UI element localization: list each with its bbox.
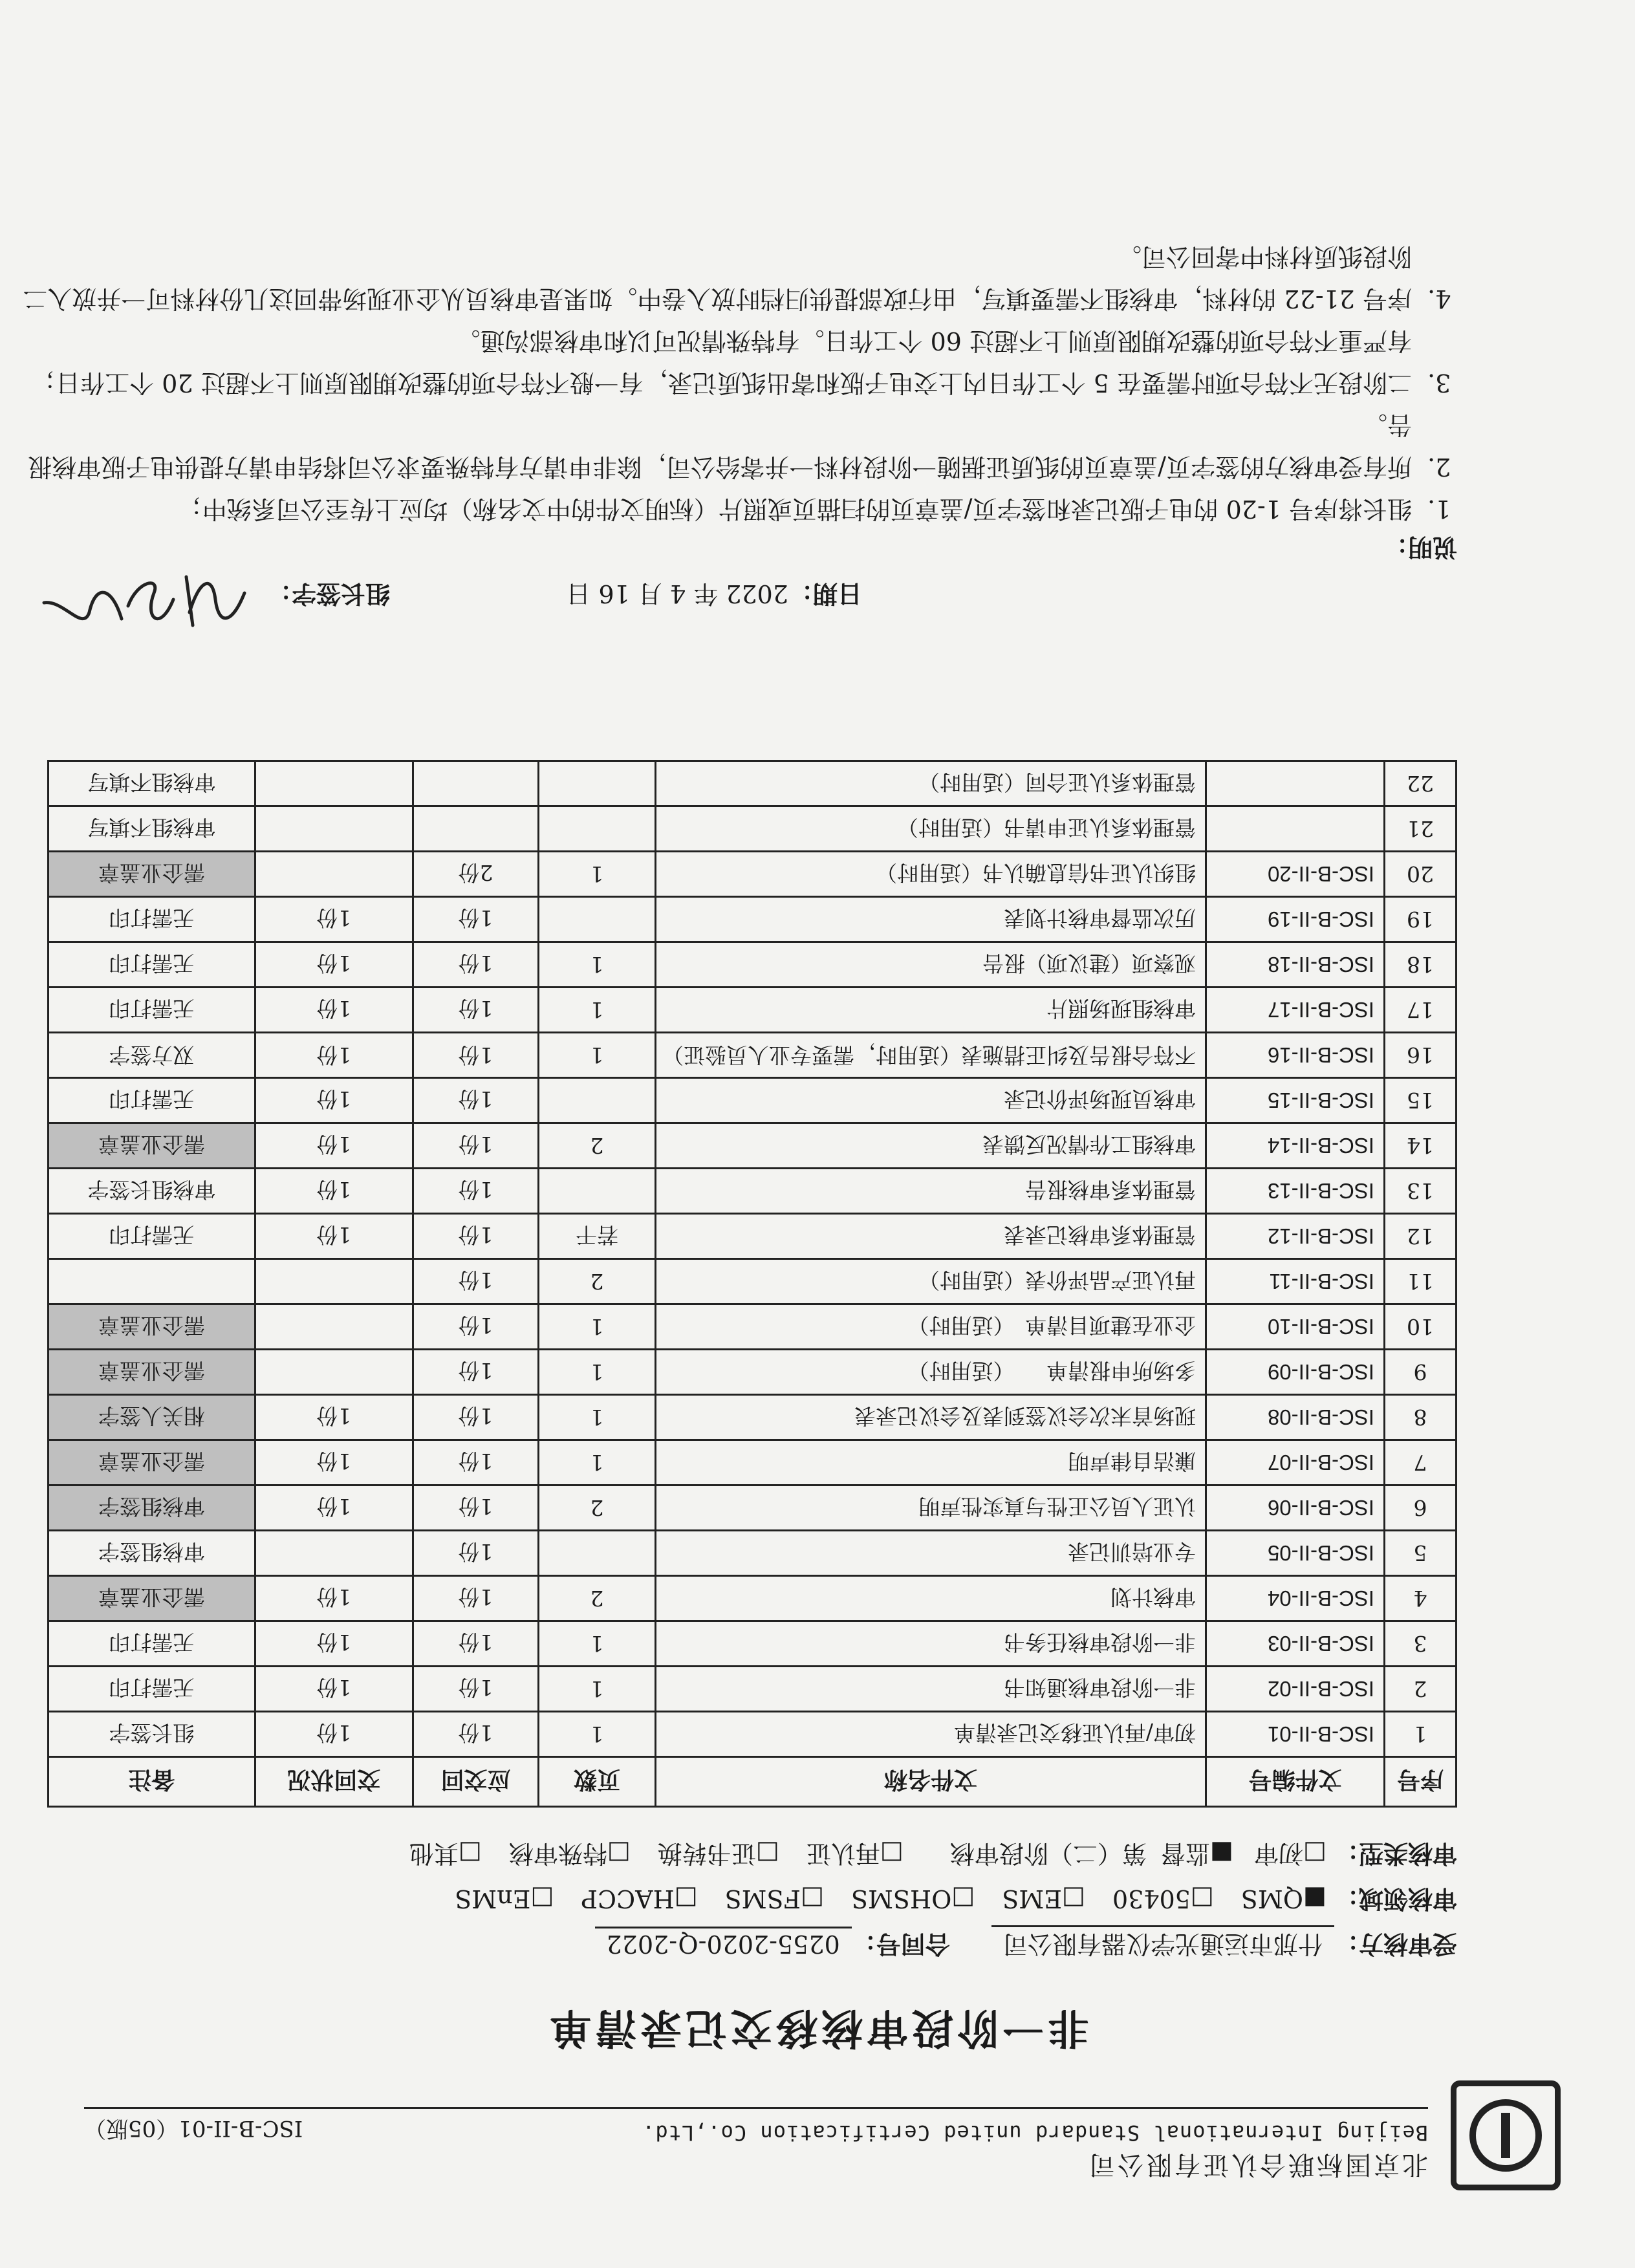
row-pages bbox=[539, 761, 656, 806]
row-status: 1份 bbox=[255, 1485, 413, 1531]
row-remark: 无需打印 bbox=[49, 1667, 255, 1712]
row-status: 1份 bbox=[255, 942, 413, 988]
row-name: 专业培训记录 bbox=[656, 1531, 1206, 1576]
row-pages: 1 bbox=[539, 988, 656, 1033]
row-remark bbox=[49, 1259, 255, 1304]
row-due: 1份 bbox=[413, 1576, 538, 1621]
row-name: 管理体系审核报告 bbox=[656, 1169, 1206, 1214]
row-remark: 无需打印 bbox=[49, 1621, 255, 1667]
row-pages: 1 bbox=[539, 1712, 656, 1757]
col-code: 文件编号 bbox=[1206, 1757, 1385, 1807]
note-item: 3. 二阶段无不符合项时需要在 5 个工作日内上交电子版和寄出纸质记录，有一般不符合项的整改期限原则上不超过 20 个工作日；有严重不符合项的整改期限原则上不超过 60 个工作日。有特殊情况可以和审核部沟通。 bbox=[10, 319, 1420, 404]
row-pages: 若干 bbox=[539, 1214, 656, 1259]
row-pages bbox=[539, 897, 656, 942]
row-seq: 17 bbox=[1385, 988, 1456, 1033]
row-pages: 1 bbox=[539, 942, 656, 988]
type-option-surveillance[interactable]: ■监督 bbox=[1160, 1839, 1233, 1868]
row-code: ISC-B-II-02 bbox=[1206, 1667, 1385, 1712]
row-due: 1份 bbox=[413, 1440, 538, 1485]
row-status bbox=[255, 852, 413, 897]
row-status: 1份 bbox=[255, 1712, 413, 1757]
table-row bbox=[49, 761, 1456, 806]
row-code: ISC-B-II-08 bbox=[1206, 1395, 1385, 1440]
type-option-stage-text: 第（二）阶段审核 bbox=[949, 1839, 1147, 1868]
row-remark: 审核组长签字 bbox=[49, 1169, 255, 1214]
col-due: 应交回 bbox=[413, 1757, 538, 1807]
row-seq: 18 bbox=[1385, 942, 1456, 988]
row-status: 1份 bbox=[255, 1667, 413, 1712]
row-remark: 无需打印 bbox=[49, 942, 255, 988]
row-status: 1份 bbox=[255, 1033, 413, 1078]
row-due: 1份 bbox=[413, 1078, 538, 1123]
row-status: 1份 bbox=[255, 1214, 413, 1259]
table-row bbox=[49, 1169, 1456, 1214]
row-pages: 1 bbox=[539, 1033, 656, 1078]
row-due bbox=[413, 761, 538, 806]
date-value: 2022 年 4 月 16 日 bbox=[566, 579, 788, 608]
row-pages bbox=[539, 1531, 656, 1576]
row-name: 审核组工作情况反馈表 bbox=[656, 1123, 1206, 1169]
row-remark: 无需打印 bbox=[49, 1078, 255, 1123]
row-code bbox=[1206, 806, 1385, 852]
row-remark: 需企业盖章 bbox=[49, 1123, 255, 1169]
field-option-50430[interactable]: □50430 bbox=[1112, 1885, 1214, 1913]
row-status bbox=[255, 761, 413, 806]
row-remark: 无需打印 bbox=[49, 1214, 255, 1259]
row-seq: 10 bbox=[1385, 1304, 1456, 1350]
row-due: 1份 bbox=[413, 1531, 538, 1576]
row-due: 1份 bbox=[413, 1033, 538, 1078]
row-pages: 1 bbox=[539, 1667, 656, 1712]
table-row bbox=[49, 1304, 1456, 1350]
row-name: 现场首末次会议签到表及会议记录表 bbox=[656, 1395, 1206, 1440]
row-status bbox=[255, 1350, 413, 1395]
handover-table bbox=[47, 760, 1457, 1808]
table-row bbox=[49, 1440, 1456, 1485]
row-pages: 2 bbox=[539, 1485, 656, 1531]
table-row bbox=[49, 1485, 1456, 1531]
table-row bbox=[49, 1576, 1456, 1621]
leader-signature-icon bbox=[38, 567, 251, 638]
row-code: ISC-B-II-06 bbox=[1206, 1485, 1385, 1531]
row-status: 1份 bbox=[255, 1078, 413, 1123]
row-remark: 审核组不填写 bbox=[49, 761, 255, 806]
row-code: ISC-B-II-10 bbox=[1206, 1304, 1385, 1350]
row-code: ISC-B-II-18 bbox=[1206, 942, 1385, 988]
row-pages: 2 bbox=[539, 1123, 656, 1169]
row-due bbox=[413, 806, 538, 852]
row-name: 管理体系认证申请书（适用时） bbox=[656, 806, 1206, 852]
type-option-recertification[interactable]: □再认证 bbox=[806, 1839, 904, 1868]
row-status: 1份 bbox=[255, 1576, 413, 1621]
field-option-ohsms[interactable]: □OHSMS bbox=[851, 1885, 975, 1913]
row-code: ISC-B-II-20 bbox=[1206, 852, 1385, 897]
row-seq: 3 bbox=[1385, 1621, 1456, 1667]
row-status bbox=[255, 806, 413, 852]
row-due: 1份 bbox=[413, 988, 538, 1033]
row-seq: 7 bbox=[1385, 1440, 1456, 1485]
row-seq: 19 bbox=[1385, 897, 1456, 942]
row-seq: 21 bbox=[1385, 806, 1456, 852]
company-name-en: Beijing International Standard united Certification Co.,Ltd. bbox=[642, 2121, 1428, 2145]
row-pages: 2 bbox=[539, 1259, 656, 1304]
row-seq: 11 bbox=[1385, 1259, 1456, 1304]
date-line bbox=[566, 578, 862, 614]
table-row bbox=[49, 1033, 1456, 1078]
notes-title: 说明： bbox=[1383, 533, 1457, 562]
note-item: 2. 所有受审核方的签字页/盖章页的纸质证据随一阶段材料一并寄给公司，除非申请方有特殊要求公司将结申请方提供电子版审核报告。 bbox=[10, 404, 1420, 488]
row-name: 审核计划 bbox=[656, 1576, 1206, 1621]
type-option-special[interactable]: □特殊审核 bbox=[508, 1839, 631, 1868]
row-name: 不符合报告及纠正措施表（适用时，需要专业人员验证） bbox=[656, 1033, 1206, 1078]
date-label: 日期： bbox=[788, 579, 862, 609]
row-pages: 2 bbox=[539, 1576, 656, 1621]
row-status: 1份 bbox=[255, 1440, 413, 1485]
row-pages: 1 bbox=[539, 1350, 656, 1395]
row-seq: 20 bbox=[1385, 852, 1456, 897]
row-pages: 1 bbox=[539, 1621, 656, 1667]
row-code: ISC-B-II-04 bbox=[1206, 1576, 1385, 1621]
col-status: 交回状况 bbox=[255, 1757, 413, 1807]
row-code bbox=[1206, 761, 1385, 806]
row-code: ISC-B-II-15 bbox=[1206, 1078, 1385, 1123]
row-seq: 6 bbox=[1385, 1485, 1456, 1531]
row-remark: 无需打印 bbox=[49, 897, 255, 942]
audit-field-label: 审核领域： bbox=[1334, 1885, 1457, 1914]
client-line bbox=[595, 1925, 1457, 1964]
row-due: 1份 bbox=[413, 1621, 538, 1667]
row-due: 1份 bbox=[413, 1350, 538, 1395]
company-name-cn: 北京国标联合认证有限公司 bbox=[1087, 2150, 1428, 2179]
note-item: 4. 序号 21-22 的材料，审核组不需要填写，由行政部提供归档时放入卷中。如果是审核员从企业现场带回这几份材料可一并放入二阶段纸质材料中寄回公司。 bbox=[10, 235, 1420, 319]
row-name: 非一阶段审核任务书 bbox=[656, 1621, 1206, 1667]
row-code: ISC-B-II-05 bbox=[1206, 1531, 1385, 1576]
row-due: 1份 bbox=[413, 1395, 538, 1440]
table-row bbox=[49, 1350, 1456, 1395]
client-label: 受审核方： bbox=[1334, 1930, 1457, 1959]
contract-value: 0255-2020-Q-2022 bbox=[595, 1927, 852, 1958]
row-code: ISC-B-II-16 bbox=[1206, 1033, 1385, 1078]
row-seq: 2 bbox=[1385, 1667, 1456, 1712]
row-pages: 1 bbox=[539, 1440, 656, 1485]
table-row bbox=[49, 1621, 1456, 1667]
field-option-haccp[interactable]: □HACCP bbox=[581, 1885, 698, 1913]
col-pages: 页数 bbox=[539, 1757, 656, 1807]
row-pages bbox=[539, 806, 656, 852]
field-option-fsms[interactable]: □FSMS bbox=[724, 1885, 824, 1913]
row-name: 非一阶段审核通知书 bbox=[656, 1667, 1206, 1712]
table-header-row bbox=[49, 1757, 1456, 1807]
notes-list bbox=[10, 235, 1457, 530]
row-seq: 14 bbox=[1385, 1123, 1456, 1169]
table-row bbox=[49, 806, 1456, 852]
type-option-initial[interactable]: □初审 bbox=[1253, 1839, 1326, 1868]
row-due: 1份 bbox=[413, 1485, 538, 1531]
table-row bbox=[49, 1395, 1456, 1440]
row-remark: 审核组不填写 bbox=[49, 806, 255, 852]
row-name: 初审/再认证移交记录清单 bbox=[656, 1712, 1206, 1757]
row-status: 1份 bbox=[255, 988, 413, 1033]
field-option-enms[interactable]: □EnMS bbox=[455, 1885, 554, 1913]
row-code: ISC-B-II-12 bbox=[1206, 1214, 1385, 1259]
header-divider bbox=[84, 2107, 1428, 2109]
row-due: 1份 bbox=[413, 1667, 538, 1712]
col-remark: 备注 bbox=[49, 1757, 255, 1807]
row-status: 1份 bbox=[255, 1395, 413, 1440]
page-title: 非一阶段审核移交记录清单 bbox=[546, 2003, 1089, 2052]
row-remark: 需企业盖章 bbox=[49, 1304, 255, 1350]
row-remark: 无需打印 bbox=[49, 988, 255, 1033]
row-seq: 1 bbox=[1385, 1712, 1456, 1757]
row-name: 观察项（建议项）报告 bbox=[656, 942, 1206, 988]
row-seq: 15 bbox=[1385, 1078, 1456, 1123]
row-name: 历次监督审核计划表 bbox=[656, 897, 1206, 942]
row-seq: 13 bbox=[1385, 1169, 1456, 1214]
row-remark: 审核组签字 bbox=[49, 1531, 255, 1576]
row-code: ISC-B-II-14 bbox=[1206, 1123, 1385, 1169]
table-row bbox=[49, 1214, 1456, 1259]
row-due: 1份 bbox=[413, 942, 538, 988]
col-name: 文件名称 bbox=[656, 1757, 1206, 1807]
row-seq: 16 bbox=[1385, 1033, 1456, 1078]
table-row bbox=[49, 1123, 1456, 1169]
row-status bbox=[255, 1259, 413, 1304]
row-due: 1份 bbox=[413, 1169, 538, 1214]
isc-logo-icon bbox=[1451, 2080, 1561, 2190]
row-code: ISC-B-II-01 bbox=[1206, 1712, 1385, 1757]
row-due: 1份 bbox=[413, 1712, 538, 1757]
row-status bbox=[255, 1304, 413, 1350]
audit-type-line bbox=[390, 1838, 1457, 1874]
row-remark: 需企业盖章 bbox=[49, 1576, 255, 1621]
row-due: 1份 bbox=[413, 1214, 538, 1259]
row-code: ISC-B-II-07 bbox=[1206, 1440, 1385, 1485]
row-code: ISC-B-II-03 bbox=[1206, 1621, 1385, 1667]
table-row bbox=[49, 852, 1456, 897]
row-code: ISC-B-II-19 bbox=[1206, 897, 1385, 942]
type-option-transfer[interactable]: □证书转换 bbox=[657, 1839, 779, 1868]
table-row bbox=[49, 1078, 1456, 1123]
row-pages bbox=[539, 1169, 656, 1214]
contract-label: 合同号： bbox=[851, 1930, 950, 1959]
row-due: 1份 bbox=[413, 1123, 538, 1169]
row-seq: 12 bbox=[1385, 1214, 1456, 1259]
row-pages bbox=[539, 1078, 656, 1123]
table-row bbox=[49, 942, 1456, 988]
row-remark: 组长签字 bbox=[49, 1712, 255, 1757]
table-row bbox=[49, 1259, 1456, 1304]
field-option-qms[interactable]: ■QMS bbox=[1240, 1885, 1326, 1913]
row-name: 再认证产品评价表（适用时） bbox=[656, 1259, 1206, 1304]
row-code: ISC-B-II-11 bbox=[1206, 1259, 1385, 1304]
row-code: ISC-B-II-09 bbox=[1206, 1350, 1385, 1395]
row-due: 1份 bbox=[413, 1304, 538, 1350]
client-value: 什邡市运通光学仪器有限公司 bbox=[991, 1925, 1334, 1964]
row-status bbox=[255, 1531, 413, 1576]
row-name: 管理体系认证合同（适用时） bbox=[656, 761, 1206, 806]
table-row bbox=[49, 897, 1456, 942]
type-option-other[interactable]: □其他 bbox=[409, 1839, 482, 1868]
row-seq: 8 bbox=[1385, 1395, 1456, 1440]
form-code: ISC-B-II-01（05版） bbox=[84, 2115, 303, 2141]
field-option-ems[interactable]: □EMS bbox=[1002, 1885, 1085, 1913]
row-seq: 9 bbox=[1385, 1350, 1456, 1395]
table-row bbox=[49, 1531, 1456, 1576]
row-seq: 22 bbox=[1385, 761, 1456, 806]
row-due: 2份 bbox=[413, 852, 538, 897]
table-row bbox=[49, 988, 1456, 1033]
row-name: 审核组现场照片 bbox=[656, 988, 1206, 1033]
note-item: 1. 组长将序号 1-20 的电子版记录和签字页/盖章页的扫描页或照片（标明文件的中文名称）均应上传至公司系统中； bbox=[10, 488, 1420, 530]
row-remark: 需企业盖章 bbox=[49, 1440, 255, 1485]
table-row bbox=[49, 1667, 1456, 1712]
audit-field-line bbox=[435, 1883, 1457, 1919]
row-name: 管理体系审核记录表 bbox=[656, 1214, 1206, 1259]
row-code: ISC-B-II-13 bbox=[1206, 1169, 1385, 1214]
row-seq: 4 bbox=[1385, 1576, 1456, 1621]
row-seq: 5 bbox=[1385, 1531, 1456, 1576]
row-status: 1份 bbox=[255, 1169, 413, 1214]
row-name: 企业在建项目清单 （适用时） bbox=[656, 1304, 1206, 1350]
row-remark: 需企业盖章 bbox=[49, 1350, 255, 1395]
row-name: 廉洁自律声明 bbox=[656, 1440, 1206, 1485]
row-name: 组织认证书信息确认书（适用时） bbox=[656, 852, 1206, 897]
row-remark: 审核组签字 bbox=[49, 1485, 255, 1531]
row-pages: 1 bbox=[539, 852, 656, 897]
row-remark: 双方签字 bbox=[49, 1033, 255, 1078]
row-name: 认证人员公正性与真实性声明 bbox=[656, 1485, 1206, 1531]
leader-signature-label: 组长签字： bbox=[266, 579, 390, 609]
col-seq: 序号 bbox=[1385, 1757, 1456, 1807]
row-remark: 需企业盖章 bbox=[49, 852, 255, 897]
row-remark: 相关人签字 bbox=[49, 1395, 255, 1440]
row-name: 多场所申报清单 （适用时） bbox=[656, 1350, 1206, 1395]
row-code: ISC-B-II-17 bbox=[1206, 988, 1385, 1033]
audit-type-label: 审核类型： bbox=[1334, 1839, 1457, 1868]
row-status: 1份 bbox=[255, 1123, 413, 1169]
row-due: 1份 bbox=[413, 1259, 538, 1304]
row-pages: 1 bbox=[539, 1304, 656, 1350]
row-status: 1份 bbox=[255, 1621, 413, 1667]
table-row bbox=[49, 1712, 1456, 1757]
row-status: 1份 bbox=[255, 897, 413, 942]
row-name: 审核员现场评价记录 bbox=[656, 1078, 1206, 1123]
row-pages: 1 bbox=[539, 1395, 656, 1440]
row-due: 1份 bbox=[413, 897, 538, 942]
